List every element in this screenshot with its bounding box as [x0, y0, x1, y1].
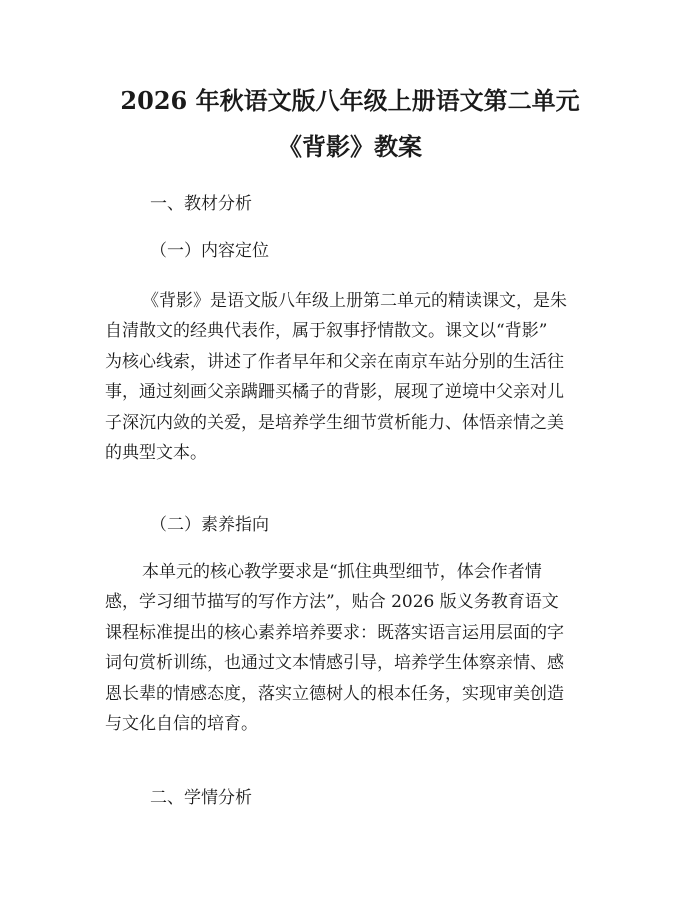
paragraph-line: 自清散文的经典代表作，属于叙事抒情散文。课文以“背影”: [105, 321, 548, 342]
subsection-heading-content-positioning: （一）内容定位: [150, 241, 269, 261]
paragraph-line: 《背影》是语文版八年级上册第二单元的精读课文，是朱: [142, 291, 567, 311]
section-heading-student-analysis: 二、学情分析: [150, 788, 252, 808]
paragraph-line: 恩长辈的情感态度，落实立德树人的根本任务，实现审美创造: [105, 683, 564, 704]
section-heading-textbook-analysis: 一、教材分析: [150, 194, 252, 214]
paragraph-literacy-orientation: [105, 557, 595, 739]
paragraph-line: 本单元的核心教学要求是“抓住典型细节，体会作者情: [142, 562, 542, 582]
document-title-line1: 2026 年秋语文版八年级上册语文第二单元: [120, 86, 580, 115]
paragraph-line: 词句赏析训练，也通过文本情感引导，培养学生体察亲情、感: [105, 653, 564, 674]
paragraph-line: 感，学习细节描写的写作方法”，贴合 2026 版义务教育语文: [105, 592, 559, 613]
paragraph-line: 为核心线索，讲述了作者早年和父亲在南京车站分别的生活往: [105, 351, 564, 372]
paragraph-line: 课程标准提出的核心素养培养要求：既落实语言运用层面的字: [105, 622, 564, 643]
paragraph-line: 与文化自信的培育。: [105, 713, 258, 734]
subsection-heading-literacy-orientation: （二）素养指向: [150, 515, 269, 535]
paragraph-line: 子深沉内敛的关爱，是培养学生细节赏析能力、体悟亲情之美: [105, 412, 564, 433]
document-title-line2: 《背影》教案: [278, 132, 422, 161]
paragraph-line: 的典型文本。: [105, 442, 207, 463]
paragraph-line: 事，通过刻画父亲蹒跚买橘子的背影，展现了逆境中父亲对儿: [105, 382, 564, 403]
paragraph-content-positioning: [105, 286, 595, 468]
